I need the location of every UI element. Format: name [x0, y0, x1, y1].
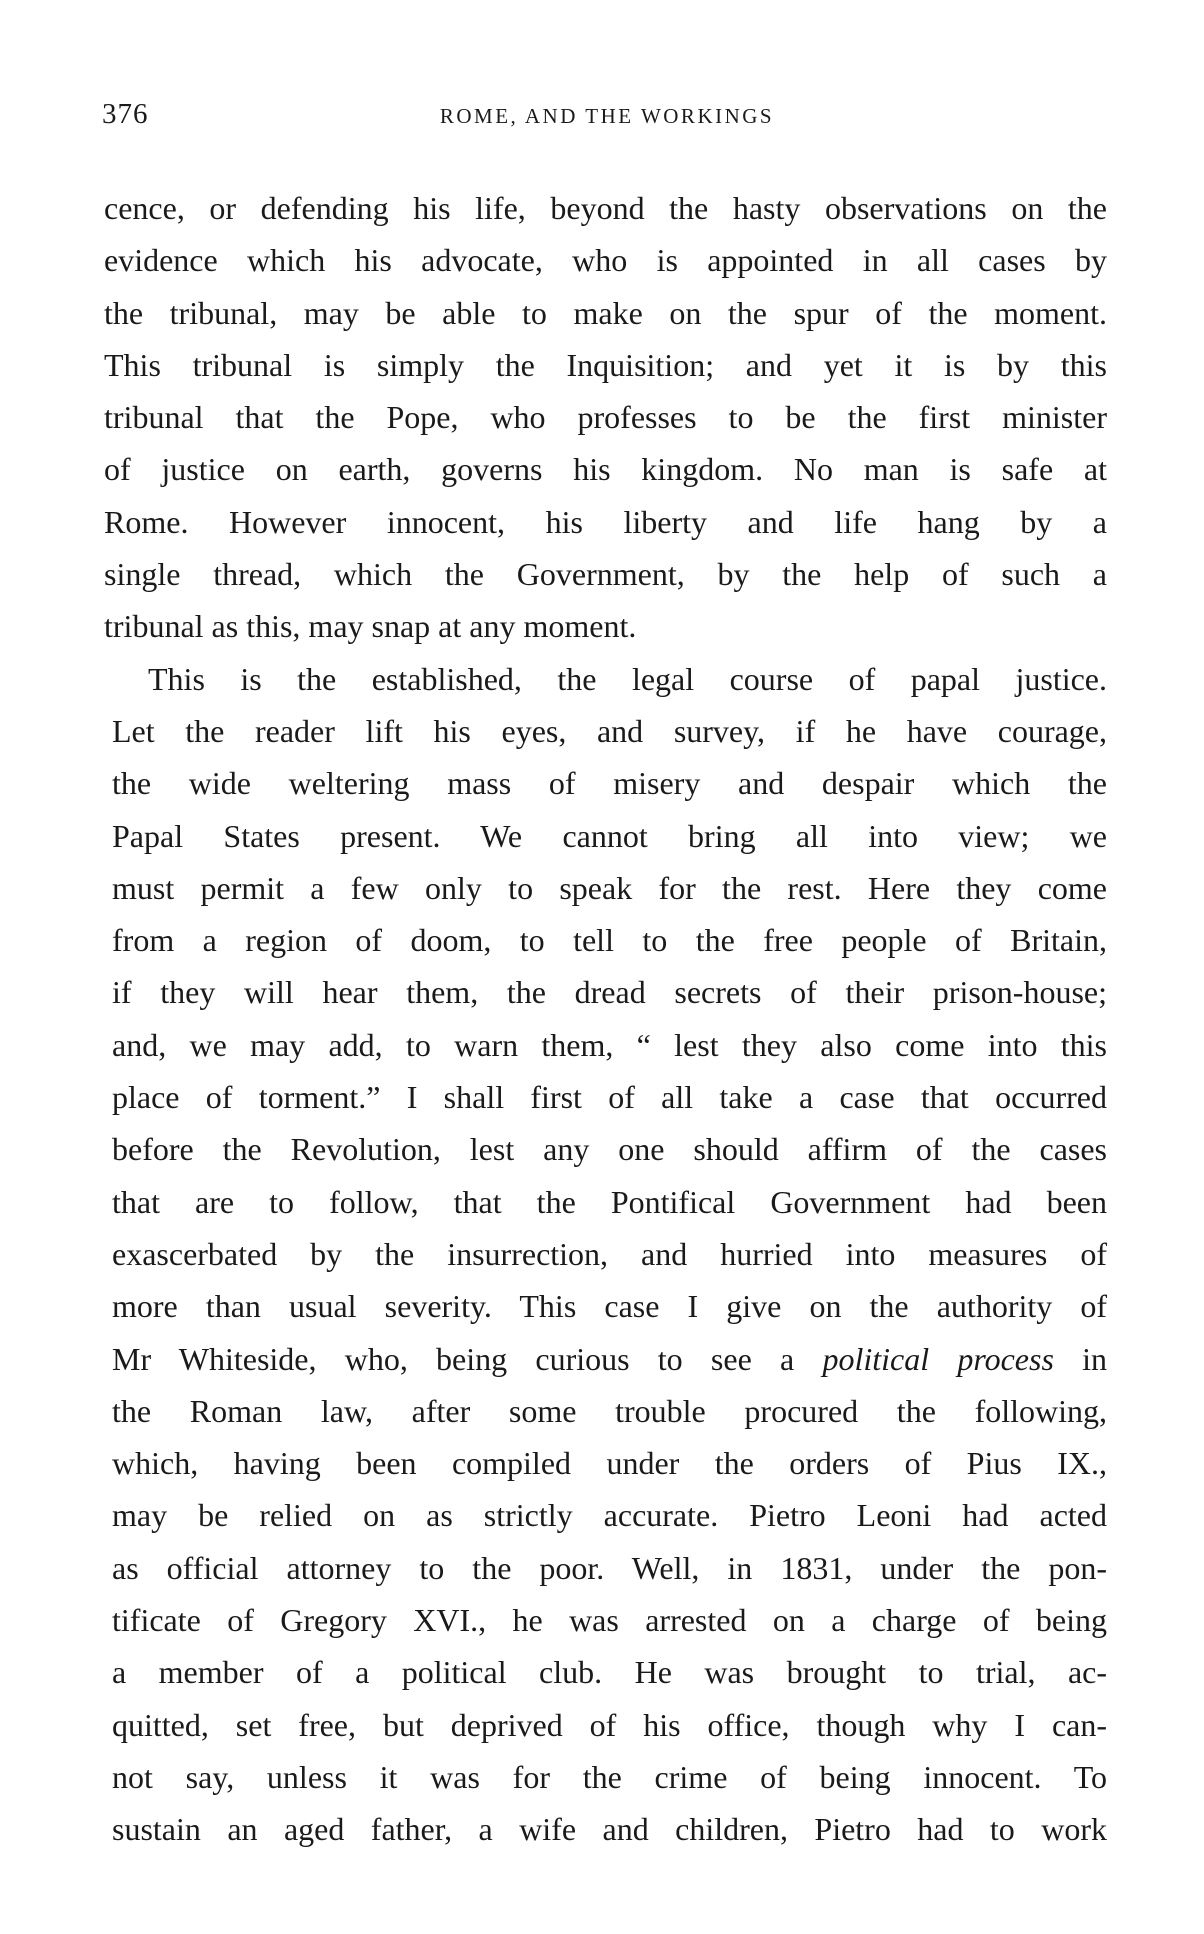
text-line: the tribunal, may be able to make on the spur of the moment.	[104, 294, 1107, 331]
text-segment: in	[1082, 1340, 1108, 1377]
text-line: of justice on earth, governs his kingdom. No man is safe at	[104, 451, 1107, 488]
text-line: place of torment.” I shall first of all take a case that occurred	[112, 1079, 1107, 1116]
text-line: from a region of doom, to tell to the free people of Britain,	[112, 922, 1107, 959]
text-line: if they will hear them, the dread secrets of their prison-house;	[112, 974, 1107, 1011]
text-line: and, we may add, to warn them, “ lest they also come into this	[112, 1026, 1107, 1063]
text-line: cence, or defending his life, beyond the hasty observations on the	[104, 190, 1107, 226]
text-line: tificate of Gregory XVI., he was arrested on a charge of being	[112, 1602, 1107, 1639]
text-line: Rome. However innocent, his liberty and life hang by a	[104, 503, 1107, 540]
text-line: that are to follow, that the Pontifical Government had been	[112, 1183, 1107, 1220]
text-line: sustain an aged father, a wife and children, Pietro had to work	[112, 1811, 1107, 1848]
text-line: single thread, which the Government, by the help of such a	[104, 556, 1107, 593]
text-line-with-italic	[104, 1333, 1107, 1385]
text-line: This tribunal is simply the Inquisition; and yet it is by this	[104, 346, 1107, 383]
text-line: which, having been compiled under the orders of Pius IX.,	[112, 1445, 1107, 1482]
text-line: tribunal that the Pope, who professes to be the first minister	[104, 399, 1107, 436]
running-title: ROME, AND THE WORKINGS	[439, 104, 775, 128]
text-line: must permit a few only to speak for the rest. Here they come	[112, 869, 1107, 906]
text-line: Let the reader lift his eyes, and survey, if he have courage,	[112, 712, 1107, 749]
running-head	[102, 98, 1112, 138]
text-line: a member of a political club. He was brought to trial, ac-	[112, 1654, 1107, 1691]
paragraph-end-line: tribunal as this, may snap at any moment.	[104, 608, 637, 645]
text-line: Papal States present. We cannot bring all into view; we	[112, 817, 1107, 854]
text-line: may be relied on as strictly accurate. Pietro Leoni had acted	[112, 1497, 1107, 1534]
page-number: 376	[102, 98, 149, 130]
text-line: before the Revolution, lest any one should affirm of the cases	[112, 1131, 1107, 1168]
text-line: more than usual severity. This case I give on the authority of	[112, 1288, 1107, 1325]
text-line: not say, unless it was for the crime of being innocent. To	[112, 1758, 1107, 1795]
body-text	[104, 182, 1107, 1856]
italic-phrase: political process	[822, 1340, 1054, 1377]
text-segment: Mr Whiteside, who, being curious to see a	[112, 1340, 795, 1377]
text-line: the wide weltering mass of misery and despair which the	[112, 765, 1107, 802]
text-line: quitted, set free, but deprived of his office, though why I can-	[112, 1706, 1107, 1743]
text-line: the Roman law, after some trouble procured the following,	[112, 1392, 1107, 1429]
paragraph-start-line: This is the established, the legal course of papal justice.	[148, 660, 1107, 697]
text-line: exascerbated by the insurrection, and hurried into measures of	[112, 1235, 1107, 1272]
text-line: evidence which his advocate, who is appointed in all cases by	[104, 242, 1107, 279]
text-line: as official attorney to the poor. Well, in 1831, under the pon-	[112, 1549, 1107, 1586]
